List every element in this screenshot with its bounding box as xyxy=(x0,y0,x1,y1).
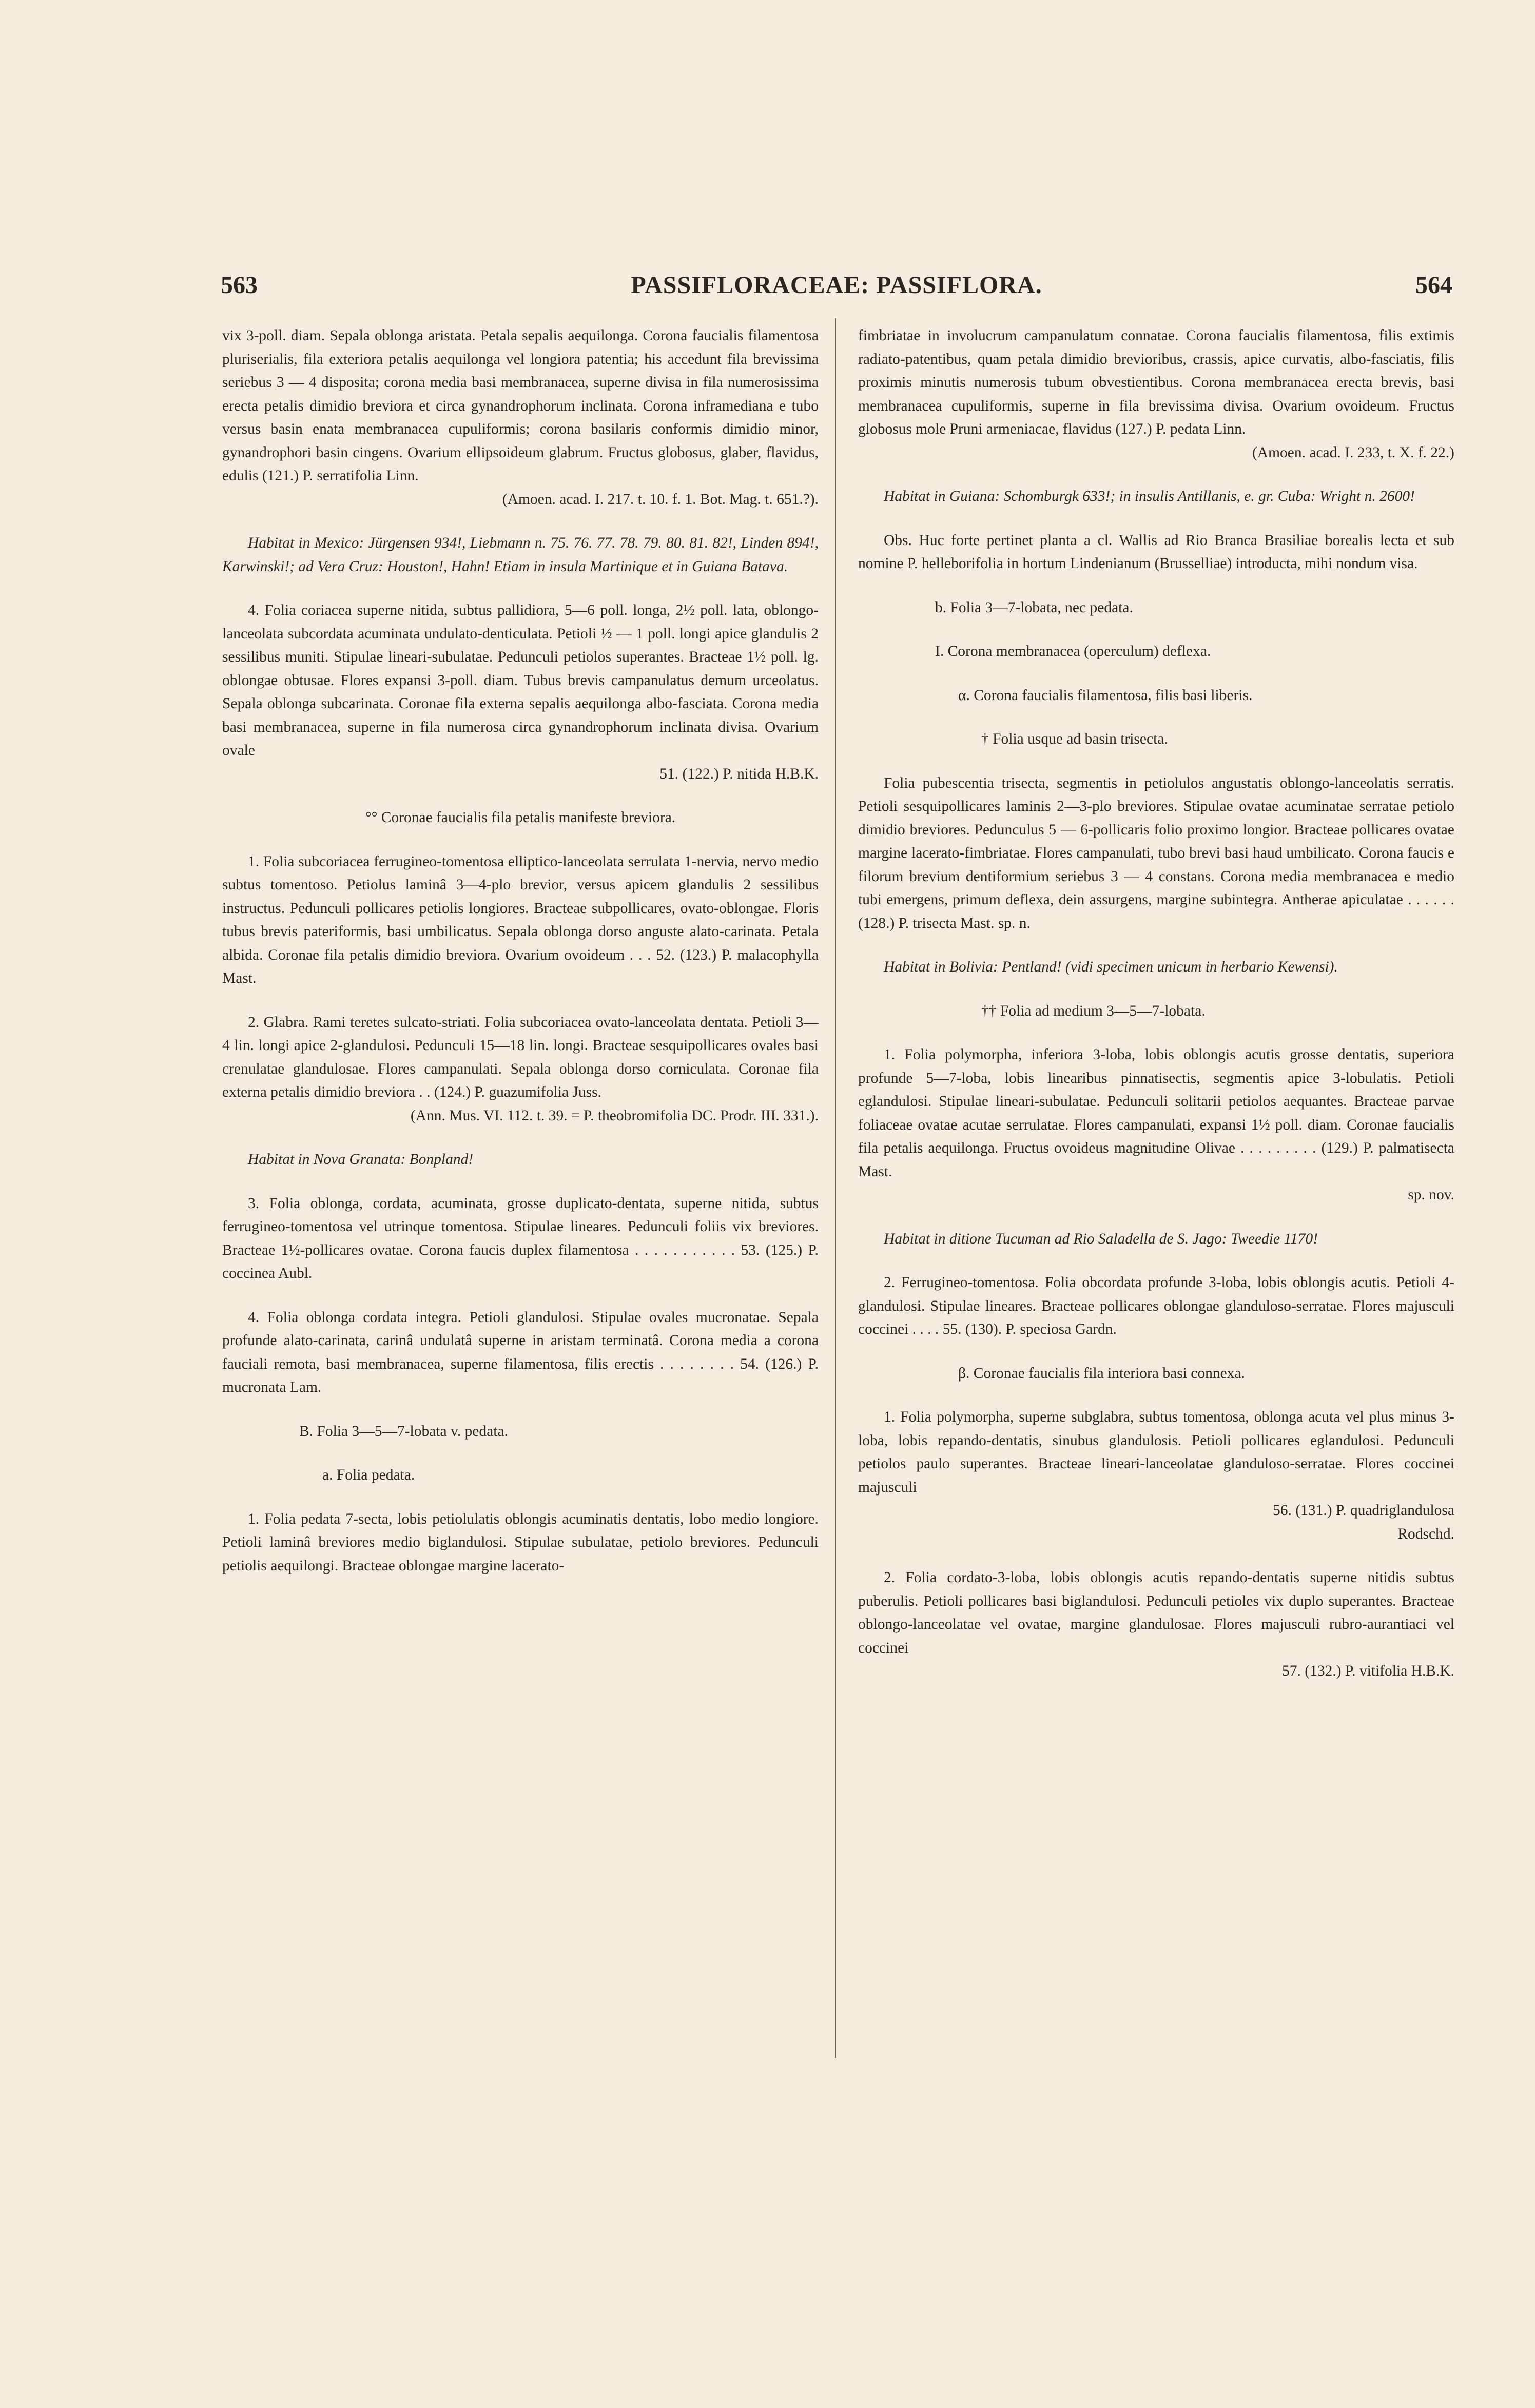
key-heading: †† Folia ad medium 3—5—7-lobata. xyxy=(981,1002,1206,1019)
habitat-note: Habitat in ditione Tucuman ad Rio Saladella de S. Jago: Tweedie 1170! xyxy=(884,1230,1318,1247)
habitat-note: Habitat in Bolivia: Pentland! (vidi specimen unicum in herbario Kewensi). xyxy=(884,959,1338,975)
key-heading: α. Corona faucialis filamentosa, filis basi liberis. xyxy=(958,687,1253,704)
key-heading: † Folia usque ad basin trisecta. xyxy=(981,731,1168,747)
species-description: 3. Folia oblonga, cordata, acuminata, grosse duplicato-dentata, superne nitida, subtus ferrugineo-tomentosa vel utrinque tomentosa. Stipulae lineares. Pedunculi foliis vix breviores. Bracteae 1½-pollicares ovatae. Corona faucis duplex filamentosa . . . . . . . . . . . 53. (125.) P. coccinea Aubl. xyxy=(222,1195,819,1281)
column-divider xyxy=(835,318,836,2058)
key-heading: I. Corona membranacea (operculum) deflexa. xyxy=(935,643,1211,659)
habitat-note: Habitat in Nova Granata: Bonpland! xyxy=(248,1151,474,1168)
species-description: 1. Folia subcoriacea ferrugineo-tomentosa elliptico-lanceolata serrulata 1-nervia, nervo medio subtus tomentoso. Petiolus laminâ 3—4-plo brevior, versus apicem glandulis 2 sessilibus instructus. Pedunculi pollicares petiolis longiores. Bracteae subpollicares, ovato-oblongae. Floris tubus brevis pateriformis, basi umbilicatus. Sepala oblonga dorso anguste alato-carinata. Petala albida. Coronae fila petalis dimidio breviora. Ovarium ovoideum . . . 52. (123.) P. malacophylla Mast. xyxy=(222,853,819,986)
species-description: 1. Folia polymorpha, superne subglabra, subtus tomentosa, oblonga acuta vel plus minus 3-loba, lobis repando-dentatis, sinubus glandulosis. Petioli pollicares eglandulosi. Pedunculi petiolos paulo superantes. Bracteae lineari-lanceolatae glanduloso-serratae. Flores coccinei majusculi xyxy=(858,1409,1454,1496)
species-description: Folia pubescentia trisecta, segmentis in petiolulos angustatis oblongo-lanceolatis serratis. Petioli sesquipollicares laminis 2—3-plo breviores. Stipulae ovatae acuminatae serratae petiolo dimidio breviores. Pedunculus 5 — 6-pollicaris folio proximo longior. Bracteae pollicares ovatae margine lacerato-fimbriatae. Flores campanulati, tubo brevi basi haud umbilicato. Corona faucis e filorum brevium dentiformium seriebus 3 — 4 constans. Corona media membranacea e medio tubi emergens, primum deflexa, dein assurgens, margine subintegra. Antherae apiculatae . . . . . . (128.) P. trisecta Mast. sp. n. xyxy=(858,774,1454,931)
species-description: 2. Ferrugineo-tomentosa. Folia obcordata profunde 3-loba, lobis oblongis acutis. Petioli 4-glandulosi. Stipulae lineares. Bracteae pollicares oblongae glanduloso-serratae. Flores majusculi coccinei . . . . 55. (130). P. speciosa Gardn. xyxy=(858,1274,1454,1337)
paragraph: fimbriatae in involucrum campanulatum connatae. Corona faucialis filamentosa, filis extimis radiato-patentibus, quam petala dimidio brevioribus, crassis, apice curvatis, albo-fasciatis, filis proximis minutis numerosis tubum obvestientibus. Corona membranacea erecta brevis, basi membranacea cupuliformis, superne in fila brevissima divisa. Ovarium ovoideum. Fructus globosus mole Pruni armeniacae, flavidus (127.) P. pedata Linn. xyxy=(858,327,1454,437)
key-heading: a. Folia pedata. xyxy=(322,1467,415,1483)
species-author: Rodschd. xyxy=(1397,1525,1454,1542)
species-name: 57. (132.) P. vitifolia H.B.K. xyxy=(1282,1663,1454,1679)
key-heading: B. Folia 3—5—7-lobata v. pedata. xyxy=(299,1423,508,1440)
reference-line: (Amoen. acad. I. 217. t. 10. f. 1. Bot. Mag. t. 651.?). xyxy=(502,491,819,508)
running-title: PASSIFLORACEAE: PASSIFLORA. xyxy=(631,271,1042,299)
key-heading: °° Coronae faucialis fila petalis manifeste breviora. xyxy=(365,809,676,826)
species-description: 1. Folia pedata 7-secta, lobis petiolulatis oblongis acuminatis dentatis, lobo medio longiore. Petioli laminâ breviores medio biglandulosi. Stipulae subulatae, petiolo breviores. Pedunculi petiolis aequilongi. Bracteae oblongae margine lacerato- xyxy=(222,1510,819,1574)
species-name: 51. (122.) P. nitida H.B.K. xyxy=(659,765,819,782)
habitat-note: Habitat in Mexico: Jürgensen 934!, Liebmann n. 75. 76. 77. 78. 79. 80. 81. 82!, Linden 894!, Karwinski!; ad Vera Cruz: Houston!, Hahn! Etiam in insula Martinique et in Guiana Batava. xyxy=(222,535,819,575)
reference-line: sp. nov. xyxy=(1408,1187,1454,1203)
right-column xyxy=(858,324,1454,1683)
page-number-right: 564 xyxy=(1415,271,1452,299)
species-description: 1. Folia polymorpha, inferiora 3-loba, lobis oblongis acutis grosse dentatis, superiora profunde 5—7-loba, lobis linearibus pinnatisectis, segmentis apice 3-lobulatis. Petioli eglandulosi. Stipulae lineari-subulatae. Pedunculi solitarii petiolos aequantes. Bracteae parvae foliaceae ovatae acutae serrulatae. Flores campanulati, expansi 1½ poll. diam. Coronae faucialis fila petalis aequilonga. Fructus ovoideus magnitudine Olivae . . . . . . . . . (129.) P. palmatisecta Mast. xyxy=(858,1046,1454,1180)
habitat-note: Habitat in Guiana: Schomburgk 633!; in insulis Antillanis, e. gr. Cuba: Wright n. 2600! xyxy=(884,488,1415,504)
species-description: 2. Folia cordato-3-loba, lobis oblongis acutis repando-dentatis superne nitidis subtus puberulis. Petioli pollicares basi biglandulosi. Pedunculi petioles vix duplo superantes. Bracteae oblongo-lanceolatae vel ovatae, margine glandulosae. Flores majusculi rubro-aurantiaci vel coccinei xyxy=(858,1569,1454,1656)
species-name: 56. (131.) P. quadriglandulosa xyxy=(1273,1502,1454,1519)
key-heading: b. Folia 3—7-lobata, nec pedata. xyxy=(935,599,1133,616)
key-heading: β. Coronae faucialis fila interiora basi connexa. xyxy=(958,1365,1245,1382)
paragraph: vix 3-poll. diam. Sepala oblonga aristata. Petala sepalis aequilonga. Corona faucialis filamentosa pluriserialis, fila exteriora petalis aequilonga vel longiora patentia; his accedunt fila brevissima seriebus 3 — 4 disposita; corona media basi membranacea, superne divisa in fila numerosissima erecta petalis dimidio breviora et circa gynandrophorum inclinata. Corona inframediana e tubo versus basin enata membranacea cupuliformis; corona basilaris conformis dimidio minor, gynandrophori basin cingens. Ovarium ellipsoideum glabrum. Fructus globosus, glaber, flavidus, edulis (121.) P. serratifolia Linn. xyxy=(222,327,819,484)
reference-line: (Ann. Mus. VI. 112. t. 39. = P. theobromifolia DC. Prodr. III. 331.). xyxy=(410,1107,819,1124)
species-description: 4. Folia oblonga cordata integra. Petioli glandulosi. Stipulae ovales mucronatae. Sepala profunde alato-carinata, carinâ undulatâ superne in aristam terminatâ. Corona media a corona fauciali remota, basi membranacea, superne filamentosa, filis erectis . . . . . . . . 54. (126.) P. mucronata Lam. xyxy=(222,1309,819,1395)
observation-note: Obs. Huc forte pertinet planta a cl. Wallis ad Rio Branca Brasiliae borealis lecta et sub nomine P. helleborifolia in hortum Lindenianum (Brusselliae) introducta, mihi nondum visa. xyxy=(858,532,1454,572)
left-column xyxy=(222,324,819,1578)
running-header xyxy=(221,271,1452,307)
species-description: 4. Folia coriacea superne nitida, subtus pallidiora, 5—6 poll. longa, 2½ poll. lata, oblongo-lanceolata subcordata acuminata undulato-denticulata. Petioli ½ — 1 poll. longi apice glandulis 2 sessilibus muniti. Stipulae lineari-subulatae. Pedunculi petiolos superantes. Bracteae 1½ poll. lg. oblongae obtusae. Flores expansi 3-poll. diam. Tubus brevis campanulatus demum urceolatus. Sepala oblonga subcarinata. Coronae fila externa sepalis aequilonga albo-fasciata. Corona media basi membranacea, superne in fila numerosa circa gynandrophorum inclinata divisa. Ovarium ovale xyxy=(222,602,819,759)
species-description: 2. Glabra. Rami teretes sulcato-striati. Folia subcoriacea ovato-lanceolata dentata. Petioli 3—4 lin. longi apice 2-glandulosi. Pedunculi 15—18 lin. longi. Bracteae sesquipollicares ovales basi crenulatae glandulosae. Flores campanulati. Sepala oblonga dorso corniculata. Coronae fila externa petalis dimidio breviora . . (124.) P. guazumifolia Juss. xyxy=(222,1014,819,1100)
page-number-left: 563 xyxy=(221,271,258,299)
reference-line: (Amoen. acad. I. 233, t. X. f. 22.) xyxy=(1252,444,1454,461)
